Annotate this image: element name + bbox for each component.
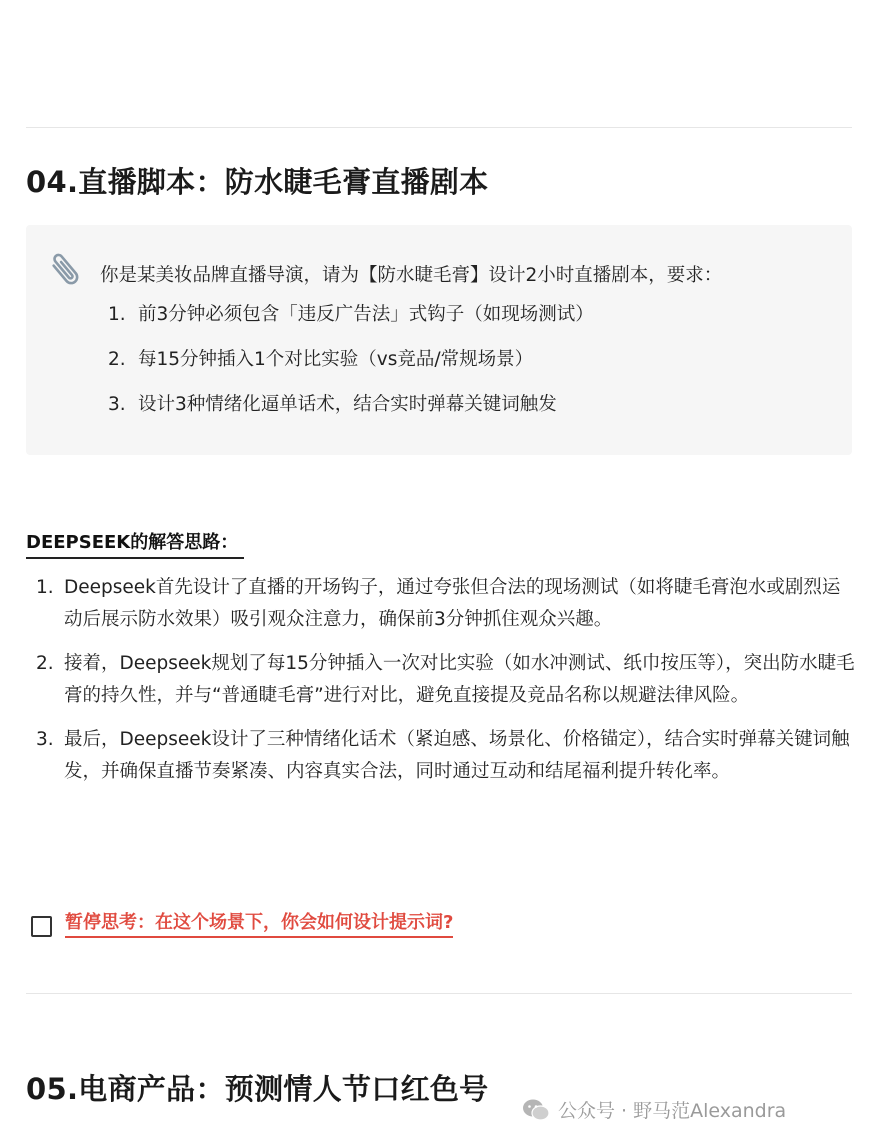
list-item: 1. Deepseek首先设计了直播的开场钩子，通过夸张但合法的现场测试（如将睫毛膏泡水或剧烈运动后展示防水效果）吸引观众注意力，确保前3分钟抓住观众兴趣。 <box>36 577 841 630</box>
prompt-intro: 你是某美妆品牌直播导演，请为【防水睫毛膏】设计2小时直播剧本，要求： <box>100 265 723 286</box>
section-divider <box>26 127 852 128</box>
pause-think-text: 暂停思考：在这个场景下，你会如何设计提示词? <box>65 908 453 938</box>
wechat-icon <box>522 1098 550 1122</box>
list-item: 2. 接着，Deepseek规划了每15分钟插入一次对比实验（如水冲测试、纸巾按压等），突出防水睫毛膏的持久性，并与“普通睫毛膏”进行对比，避免直接提及竞品名称以规避法律风险。 <box>36 653 855 706</box>
list-item: 3. 设计3种情绪化逼单话术，结合实时弹幕关键词触发 <box>108 394 557 415</box>
answer-list <box>36 572 856 800</box>
watermark <box>522 1096 786 1123</box>
list-item: 1. 前3分钟必须包含「违反广告法」式钩子（如现场测试） <box>108 304 594 325</box>
prompt-requirements-list <box>108 303 594 438</box>
list-item: 3. 最后，Deepseek设计了三种情绪化话术（紧迫感、场景化、价格锚定），结合实时弹幕关键词触发，并确保直播节奏紧凑、内容真实合法，同时通过互动和结尾福利提升转化率。 <box>36 729 850 782</box>
pause-think-row <box>31 908 453 938</box>
answer-heading: DEEPSEEK的解答思路： <box>26 528 244 559</box>
list-item: 2. 每15分钟插入1个对比实验（vs竞品/常规场景） <box>108 349 534 370</box>
section-divider <box>26 993 852 994</box>
pause-checkbox[interactable] <box>31 916 52 937</box>
watermark-text: 公众号 · 野马范Alexandra <box>558 1100 787 1122</box>
paperclip-icon <box>46 251 86 291</box>
prompt-box <box>26 225 852 455</box>
section-title-05: 05.电商产品：预测情人节口红色号 <box>26 1072 489 1106</box>
section-title-04: 04.直播脚本：防水睫毛膏直播剧本 <box>26 165 489 199</box>
